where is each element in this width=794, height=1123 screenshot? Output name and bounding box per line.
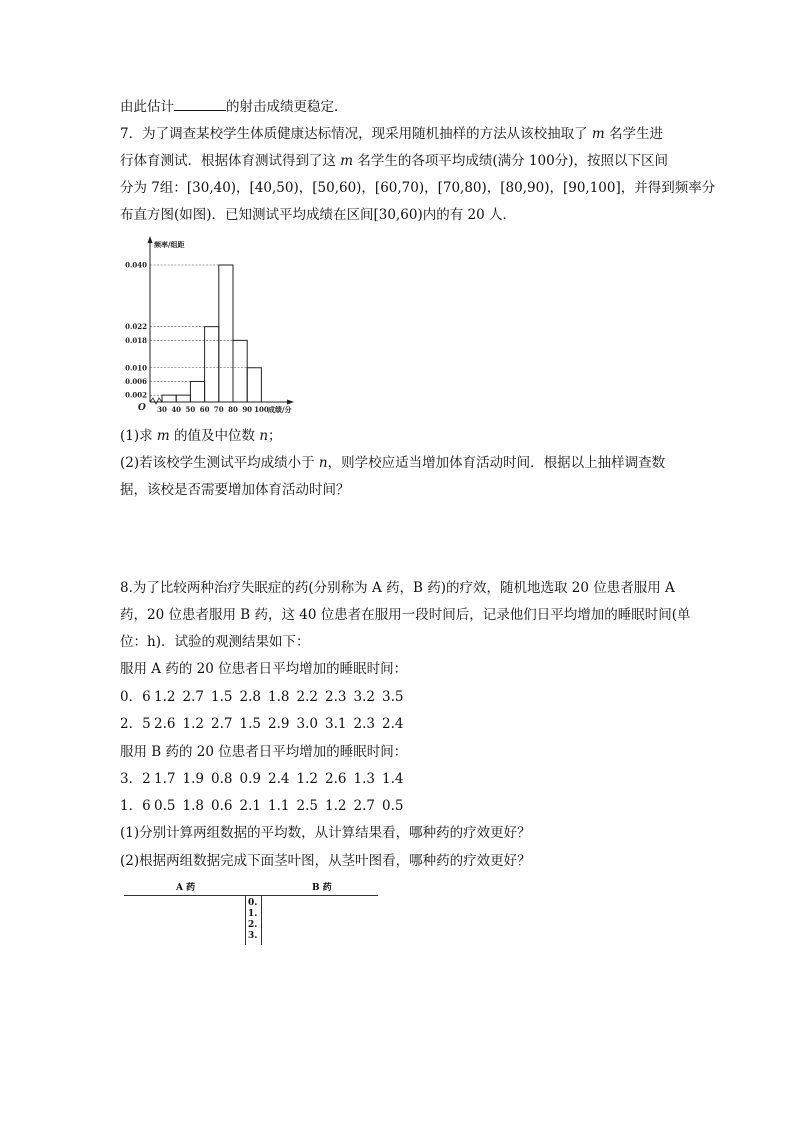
origin-label: O <box>138 403 146 413</box>
p7-text: ，则学校应适当增加体育活动时间．根据以上抽样调查数 <box>327 455 666 471</box>
data-value: 3．2 <box>120 771 151 787</box>
x-tick-label: 50 <box>185 405 196 414</box>
data-value: 2.7 <box>353 798 375 814</box>
var-n: n <box>318 455 328 471</box>
p8-line3: 位：h)．试验的观测结果如下： <box>120 634 310 650</box>
var-m: m <box>156 428 170 444</box>
p8-b-row2 <box>120 796 411 816</box>
x-tick-label: 70 <box>213 405 224 414</box>
y-tick-label: 0.006 <box>125 376 147 386</box>
p8-a-row2 <box>120 714 411 734</box>
data-value: 0．6 <box>120 689 151 705</box>
data-value: 2．5 <box>120 716 151 732</box>
p7-q1 <box>120 426 282 446</box>
y-tick-label: 0.018 <box>125 335 147 345</box>
stem-leaf-table <box>124 880 378 946</box>
data-value: 1.4 <box>382 771 404 787</box>
y-axis-arrow <box>148 236 153 243</box>
x-tick-label: 100 <box>254 405 269 414</box>
data-value: 1.8 <box>182 798 204 814</box>
p7-text: 名学生进 <box>609 126 663 142</box>
y-tick-label: 0.010 <box>125 363 147 373</box>
data-value: 2.6 <box>325 771 347 787</box>
p7-line1 <box>120 124 663 144</box>
data-value: 1.3 <box>353 771 375 787</box>
stem-leaf-rule <box>124 895 378 896</box>
p7-q2 <box>120 453 665 473</box>
x-tick-label: 30 <box>157 405 167 414</box>
y-tick-label: 0.002 <box>125 390 147 400</box>
p8-b-label: 服用 B 药的 20 位患者日平均增加的睡眠时间： <box>120 744 408 760</box>
p7-text: ； <box>268 428 282 444</box>
data-value: 3.1 <box>325 716 347 732</box>
p7-line3: 分为 7组：[30,40)，[40,50)，[50,60)，[60,70)，[70,80)，[80,90)，[90,100]，并得到频率分 <box>120 180 716 196</box>
var-n: n <box>259 428 269 444</box>
data-value: 2.7 <box>182 689 204 705</box>
data-value: 3.0 <box>296 716 318 732</box>
stem-leaf-divider-left <box>245 895 246 945</box>
p7-line2 <box>120 151 668 171</box>
data-value: 1.2 <box>154 689 176 705</box>
histogram-bar <box>176 395 190 402</box>
data-value: 0.8 <box>211 771 233 787</box>
frequency-histogram <box>118 232 298 418</box>
p8-a-label: 服用 A 药的 20 位患者日平均增加的睡眠时间： <box>120 661 408 677</box>
p7-text: 行体育测试．根据体育测试得到了这 <box>120 153 336 169</box>
data-value: 2.6 <box>154 716 176 732</box>
histogram-bar <box>205 327 219 402</box>
top-line-prefix: 由此估计 <box>120 99 174 115</box>
data-value: 2.3 <box>353 716 375 732</box>
p8-line1: 8.为了比较两种治疗失眠症的药(分别称为 A 药，B 药)的疗效，随机地选取 20 位患者服用 A <box>120 580 675 596</box>
data-value: 1.2 <box>296 771 318 787</box>
data-value: 0.5 <box>154 798 176 814</box>
var-m: m <box>340 153 354 169</box>
data-value: 3.5 <box>382 689 404 705</box>
data-value: 1.8 <box>268 689 290 705</box>
data-value: 2.9 <box>268 716 290 732</box>
top-line <box>120 97 348 117</box>
y-axis-label: 频率/组距 <box>154 240 185 249</box>
p7-text: 7．为了调查某校学生体质健康达标情况，现采用随机抽样的方法从该校抽取了 <box>120 126 588 142</box>
data-value: 1.1 <box>268 798 290 814</box>
histogram-bar <box>233 340 247 402</box>
data-value: 2.2 <box>296 689 318 705</box>
p8-b-row1 <box>120 769 411 789</box>
histogram-bar <box>190 381 204 402</box>
data-value: 1.7 <box>154 771 176 787</box>
var-m: m <box>591 126 605 142</box>
data-value: 2.5 <box>296 798 318 814</box>
data-value: 2.8 <box>239 689 261 705</box>
data-value: 1.5 <box>211 689 233 705</box>
data-value: 1.5 <box>239 716 261 732</box>
top-line-suffix: 的射击成绩更稳定． <box>226 99 348 115</box>
data-value: 3.2 <box>353 689 375 705</box>
histogram-bar <box>162 395 176 402</box>
histogram-bar <box>219 265 233 402</box>
p8-q2: (2)根据两组数据完成下面茎叶图，从茎叶图看，哪种药的疗效更好？ <box>120 853 531 869</box>
stem-2: 2. <box>248 920 258 930</box>
p7-text: 名学生的各项平均成绩(满分 100分)，按照以下区间 <box>357 153 668 169</box>
stem-3: 3. <box>248 931 258 941</box>
y-tick-label: 0.040 <box>125 260 147 270</box>
histogram-bar <box>247 368 261 402</box>
x-tick-label: 40 <box>171 405 182 414</box>
x-axis-label: 成绩/分 <box>268 405 292 414</box>
data-value: 2.4 <box>382 716 404 732</box>
x-tick-label: 60 <box>199 405 210 414</box>
data-value: 2.7 <box>211 716 233 732</box>
data-value: 1.2 <box>182 716 204 732</box>
axis-break <box>150 398 162 404</box>
p7-q2-cont: 据，该校是否需要增加体育活动时间？ <box>120 482 350 498</box>
x-tick-label: 80 <box>228 405 238 414</box>
data-value: 1．6 <box>120 798 151 814</box>
x-axis-arrow <box>287 400 294 405</box>
p8-a-row1 <box>120 687 411 707</box>
stem-1: 1. <box>248 909 258 919</box>
stem-leaf-header-b: B 药 <box>312 883 332 893</box>
stem-0: 0. <box>248 898 258 908</box>
stem-leaf-header-a: A 药 <box>176 883 196 893</box>
data-value: 2.4 <box>268 771 290 787</box>
answer-blank[interactable] <box>174 97 226 111</box>
p7-line4: 布直方图(如图)．已知测试平均成绩在区间[30,60)内的有 20 人． <box>120 207 516 223</box>
p8-line2: 药，20 位患者服用 B 药，这 40 位患者在服用一段时间后，记录他们日平均增加的睡眠时间(单 <box>120 607 691 623</box>
y-tick-label: 0.022 <box>125 322 147 332</box>
data-value: 1.9 <box>182 771 204 787</box>
data-value: 2.3 <box>325 689 347 705</box>
data-value: 0.6 <box>211 798 233 814</box>
p8-q1: (1)分别计算两组数据的平均数，从计算结果看，哪种药的疗效更好？ <box>120 825 531 841</box>
data-value: 1.2 <box>325 798 347 814</box>
stem-leaf-divider-right <box>261 895 262 945</box>
data-value: 2.1 <box>239 798 261 814</box>
p7-text: (1)求 <box>120 428 153 444</box>
p7-text: 的值及中位数 <box>174 428 256 444</box>
p7-text: (2)若该校学生测试平均成绩小于 <box>120 455 315 471</box>
data-value: 0.5 <box>382 798 404 814</box>
x-tick-label: 90 <box>242 405 253 414</box>
data-value: 0.9 <box>239 771 261 787</box>
